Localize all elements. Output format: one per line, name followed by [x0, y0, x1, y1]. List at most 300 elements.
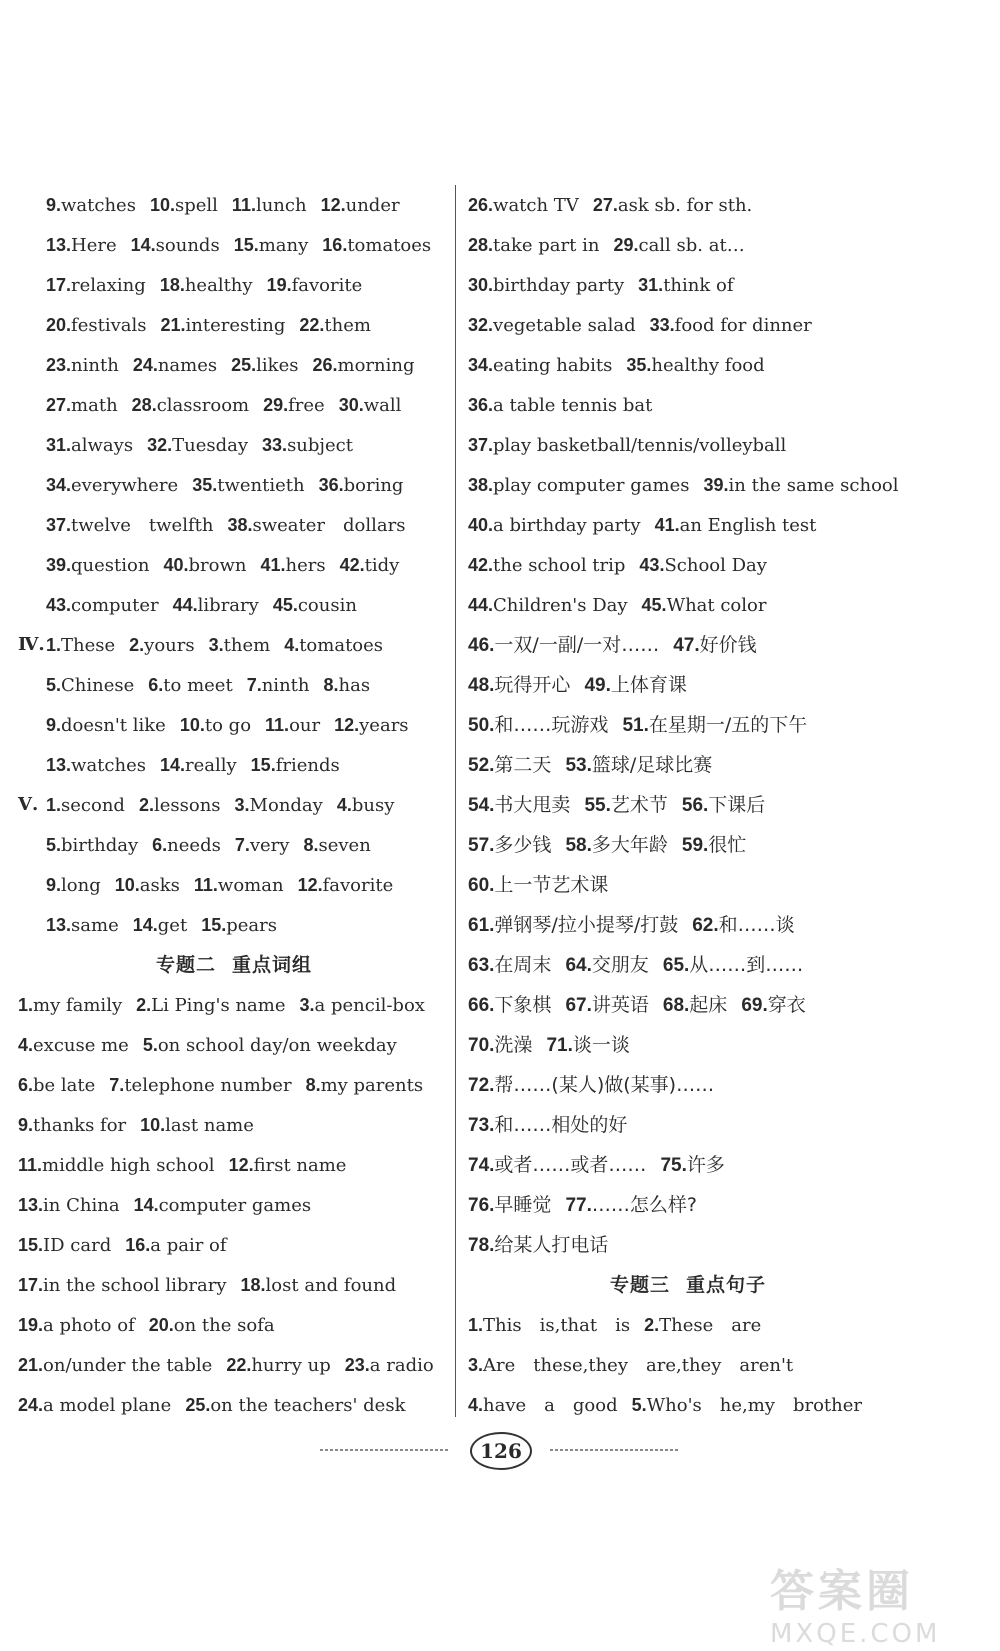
answer-text: an English test — [679, 514, 817, 536]
answer-line — [18, 745, 450, 785]
answer-number: 21. — [160, 314, 186, 335]
answer-text: my parents — [320, 1074, 424, 1096]
answer-number: 9. — [46, 714, 62, 735]
answer-line — [18, 505, 450, 545]
answer-line — [468, 985, 908, 1025]
answer-text: 多大年龄 — [591, 833, 668, 856]
answer-text: 弹钢琴/拉小提琴/打鼓 — [494, 913, 679, 936]
answer-text: a radio — [369, 1354, 434, 1376]
answer-item — [468, 905, 678, 946]
answer-number: 19. — [18, 1314, 44, 1335]
answer-item — [468, 465, 689, 506]
answer-item — [46, 625, 115, 666]
answer-item — [136, 985, 285, 1026]
answer-text: ID card — [43, 1234, 112, 1256]
answer-item — [284, 625, 383, 666]
answer-number: 11. — [18, 1154, 43, 1175]
answer-number: 10. — [114, 874, 140, 895]
answer-number: 26. — [468, 194, 494, 215]
answer-number: 22. — [299, 314, 325, 335]
answer-text: free — [288, 394, 325, 416]
answer-text: Tuesday — [172, 434, 249, 456]
answer-line — [18, 425, 450, 465]
answer-item — [298, 865, 394, 906]
answer-line — [18, 1225, 450, 1265]
answer-number: 21. — [18, 1354, 44, 1375]
answer-number: 42. — [468, 554, 494, 575]
answer-number: 77. — [565, 1194, 592, 1216]
answer-text: call sb. at… — [638, 234, 745, 256]
answer-item — [18, 1025, 129, 1066]
answer-item — [46, 865, 101, 906]
answer-item — [18, 1065, 95, 1106]
answer-number: 68. — [662, 994, 690, 1016]
answer-text: 和……相处的好 — [494, 1113, 628, 1136]
answer-text: a photo of — [43, 1314, 135, 1336]
answer-item — [632, 1385, 862, 1426]
answer-text: spell — [174, 194, 218, 216]
answer-text: festivals — [71, 314, 147, 336]
answer-text: watches — [61, 194, 136, 216]
answer-text: tomatoes — [347, 234, 432, 256]
answer-item — [468, 705, 608, 746]
answer-item — [468, 1105, 627, 1146]
answer-line — [18, 465, 450, 505]
answer-text: Who's he,my brother — [646, 1394, 863, 1416]
answer-text: has — [338, 674, 371, 696]
answer-item — [468, 1185, 551, 1226]
answer-item — [18, 1105, 126, 1146]
right-column — [468, 185, 908, 1425]
answer-number: 3. — [299, 994, 315, 1015]
answer-item — [468, 1025, 532, 1066]
answer-line — [468, 1145, 908, 1185]
answer-text: telephone number — [124, 1074, 292, 1096]
answer-number: 7. — [246, 674, 262, 695]
answer-item — [741, 985, 805, 1026]
answer-line — [468, 1345, 908, 1385]
answer-item — [703, 465, 898, 506]
answer-item — [231, 345, 298, 386]
answer-item — [468, 425, 786, 466]
answer-number: 32. — [147, 434, 173, 455]
answer-item — [152, 825, 221, 866]
answer-line — [468, 305, 908, 345]
answer-text: 玩得开心 — [494, 673, 571, 696]
answer-item — [468, 305, 636, 346]
answer-item — [644, 1305, 761, 1346]
answer-text: thanks for — [33, 1114, 127, 1136]
answer-number: 54. — [468, 794, 495, 816]
answer-item — [129, 625, 194, 666]
answer-item — [235, 825, 290, 866]
answer-number: 15. — [233, 234, 259, 255]
answer-text: a birthday party — [493, 514, 641, 536]
answer-number: 39. — [46, 554, 72, 575]
answer-number: 22. — [226, 1354, 252, 1375]
answer-item — [46, 305, 146, 346]
watermark — [770, 1555, 970, 1649]
answer-item — [18, 1225, 111, 1266]
section-heading-number: 专题二 — [155, 954, 216, 976]
answer-item — [18, 1385, 171, 1426]
page-footer — [320, 1432, 680, 1468]
answer-text: my family — [33, 994, 123, 1016]
answer-item — [227, 505, 405, 546]
answer-text: cousin — [297, 594, 357, 616]
answer-number: 20. — [148, 1314, 174, 1335]
watermark-url: MXQE.COM — [770, 1619, 941, 1649]
answer-item — [626, 345, 764, 386]
answer-text: 篮球/足球比赛 — [591, 753, 713, 776]
answer-item — [593, 185, 752, 226]
answer-item — [46, 385, 118, 426]
answer-text: friends — [275, 754, 340, 776]
answer-item — [682, 785, 765, 826]
answer-number: 71. — [546, 1034, 573, 1056]
answer-text: 多少钱 — [494, 833, 552, 856]
answer-number: 4. — [18, 1034, 34, 1055]
answer-line — [18, 225, 450, 265]
answer-item — [46, 225, 117, 266]
answer-number: 58. — [565, 834, 592, 856]
answer-item — [46, 665, 134, 706]
answer-text: our — [289, 714, 321, 736]
answer-text: ……怎么样? — [591, 1193, 697, 1216]
answer-text: eating habits — [493, 354, 613, 376]
answer-item — [638, 265, 733, 306]
answer-text: years — [359, 714, 409, 736]
answer-text: a pencil-box — [314, 994, 425, 1016]
answer-text: 艺术节 — [610, 793, 668, 816]
answer-text: second — [61, 794, 125, 816]
answer-text: in the school library — [43, 1274, 227, 1296]
answer-number: 4. — [284, 634, 300, 655]
answer-text: needs — [167, 834, 221, 856]
answer-number: 18. — [159, 274, 185, 295]
answer-number: 76. — [468, 1194, 495, 1216]
answer-text: classroom — [156, 394, 250, 416]
answer-item — [660, 1145, 724, 1186]
answer-line — [468, 1385, 908, 1425]
answer-item — [192, 465, 304, 506]
answer-text: seven — [318, 834, 371, 856]
answer-item — [650, 305, 812, 346]
answer-number: 14. — [132, 914, 158, 935]
answer-item — [132, 385, 249, 426]
answer-number: 60. — [468, 874, 495, 896]
answer-number: 44. — [468, 594, 494, 615]
answer-number: 17. — [18, 1274, 44, 1295]
answer-item — [692, 905, 794, 946]
answer-number: 34. — [468, 354, 494, 375]
answer-item — [150, 185, 218, 226]
answer-line — [18, 905, 450, 945]
answer-text: 上体育课 — [610, 673, 687, 696]
answer-number: 26. — [312, 354, 338, 375]
answer-number: 27. — [46, 394, 72, 415]
answer-item — [468, 1385, 618, 1426]
answer-text: 洗澡 — [494, 1033, 533, 1056]
answer-text: ninth — [261, 674, 310, 696]
answer-number: 31. — [46, 434, 72, 455]
answer-text: middle high school — [42, 1154, 215, 1176]
answer-number: 37. — [46, 514, 72, 535]
answer-text: 好价钱 — [699, 633, 757, 656]
answer-number: 12. — [320, 194, 346, 215]
answer-item — [46, 825, 138, 866]
answer-item — [303, 825, 370, 866]
answer-item — [468, 1305, 630, 1346]
answer-number: 44. — [172, 594, 198, 615]
answer-number: 23. — [344, 1354, 370, 1375]
answer-text: subject — [287, 434, 353, 456]
answer-item — [468, 865, 608, 906]
answer-text: These are — [659, 1314, 762, 1336]
answer-number: 15. — [201, 914, 227, 935]
answer-text: last name — [165, 1114, 254, 1136]
answer-number: 36. — [318, 474, 344, 495]
answer-text: School Day — [664, 554, 767, 576]
answer-item — [639, 545, 767, 586]
answer-line — [18, 185, 450, 225]
answer-item — [321, 185, 400, 226]
answer-number: 48. — [468, 674, 495, 696]
answer-text: library — [197, 594, 259, 616]
answer-item — [209, 625, 271, 666]
answer-item — [134, 1185, 312, 1226]
answer-number: 38. — [468, 474, 494, 495]
answer-text: sweater dollars — [252, 514, 406, 536]
answer-text: to go — [204, 714, 252, 736]
answer-item — [565, 745, 712, 786]
answer-text: tidy — [364, 554, 400, 576]
answer-line — [468, 225, 908, 265]
answer-item — [147, 425, 248, 466]
section-heading-title: 重点句子 — [686, 1274, 767, 1296]
answer-number: 6. — [152, 834, 168, 855]
answer-number: 16. — [125, 1234, 151, 1255]
answer-number: 24. — [18, 1394, 44, 1415]
answer-number: 41. — [260, 554, 286, 575]
answer-item — [133, 905, 187, 946]
answer-text: birthday — [61, 834, 139, 856]
answer-item — [160, 745, 237, 786]
answer-text: to meet — [163, 674, 233, 696]
answer-number: 11. — [231, 194, 256, 215]
answer-line — [18, 1105, 450, 1145]
answer-number: 4. — [336, 794, 352, 815]
answer-line — [468, 905, 908, 945]
answer-number: 66. — [468, 994, 495, 1016]
answer-number: 43. — [639, 554, 665, 575]
answer-text: 交朋友 — [591, 953, 649, 976]
answer-number: 18. — [240, 1274, 266, 1295]
answer-text: likes — [256, 354, 299, 376]
answer-item — [468, 505, 641, 546]
answer-text: interesting — [185, 314, 286, 336]
answer-item — [622, 705, 807, 746]
answer-item — [160, 265, 253, 306]
answer-number: 6. — [148, 674, 164, 695]
answer-line — [18, 585, 450, 625]
answer-text: play basketball/tennis/volleyball — [493, 434, 787, 456]
answer-text: 下课后 — [708, 793, 766, 816]
answer-number: 46. — [468, 634, 495, 656]
answer-number: 17. — [46, 274, 72, 295]
answer-item — [468, 545, 625, 586]
answer-text: hurry up — [251, 1354, 331, 1376]
answer-text: 在周末 — [494, 953, 552, 976]
answer-text: 穿衣 — [767, 993, 806, 1016]
answer-item — [46, 545, 149, 586]
answer-item — [46, 185, 136, 226]
answer-item — [232, 185, 307, 226]
watermark-logo: 答案圈 — [770, 1566, 914, 1617]
answer-line — [18, 345, 450, 385]
answer-item — [46, 785, 125, 826]
answer-item — [133, 345, 217, 386]
answer-line — [468, 1025, 908, 1065]
answer-number: 10. — [179, 714, 205, 735]
answer-number: 1. — [468, 1314, 484, 1335]
answer-number: 12. — [334, 714, 360, 735]
answer-item — [565, 945, 648, 986]
answer-number: 52. — [468, 754, 495, 776]
answer-number: 50. — [468, 714, 495, 736]
answer-item — [682, 825, 746, 866]
answer-item — [663, 985, 727, 1026]
answer-item — [663, 945, 803, 986]
answer-text: 上一节艺术课 — [494, 873, 609, 896]
answer-text: everywhere — [71, 474, 179, 496]
answer-item — [115, 865, 180, 906]
answer-number: 8. — [303, 834, 319, 855]
answer-text: birthday party — [493, 274, 625, 296]
answer-item — [109, 1065, 291, 1106]
answer-item — [324, 665, 371, 706]
answer-line — [468, 625, 908, 665]
answer-number: 29. — [263, 394, 289, 415]
answer-number: 39. — [703, 474, 729, 495]
answer-text: play computer games — [493, 474, 690, 496]
answer-number: 2. — [138, 794, 154, 815]
answer-number: 29. — [613, 234, 639, 255]
answer-text: really — [185, 754, 237, 776]
answer-line — [468, 785, 908, 825]
answer-text: 很忙 — [708, 833, 747, 856]
answer-line — [468, 465, 908, 505]
answer-text: computer — [71, 594, 159, 616]
answer-number: 11. — [265, 714, 290, 735]
answer-item — [180, 705, 251, 746]
answer-line — [18, 705, 450, 745]
answer-item — [468, 1065, 714, 1106]
answer-text: relaxing — [71, 274, 146, 296]
section-heading — [468, 1265, 908, 1305]
answer-number: 49. — [584, 674, 611, 696]
answer-text: 一双/一副/一对…… — [494, 633, 660, 656]
answer-text: have a good — [483, 1394, 618, 1416]
answer-line — [18, 825, 450, 865]
answer-number: 9. — [46, 194, 62, 215]
answer-text: Li Ping's name — [151, 994, 286, 1016]
answer-text: get — [157, 914, 188, 936]
answer-number: 23. — [46, 354, 72, 375]
answer-text: them — [324, 314, 371, 336]
answer-text: in the same school — [728, 474, 899, 496]
answer-text: Are these,they are,they aren't — [483, 1354, 794, 1376]
roman-numeral: Ⅴ. — [18, 794, 39, 815]
answer-text: Children's Day — [493, 594, 628, 616]
answer-number: 3. — [234, 794, 250, 815]
answer-number: 47. — [673, 634, 700, 656]
answer-text: on the teachers' desk — [210, 1394, 406, 1416]
answer-number: 61. — [468, 914, 495, 936]
answer-line — [18, 545, 450, 585]
answer-number: 65. — [662, 954, 690, 976]
answer-number: 13. — [46, 234, 72, 255]
answer-number: 13. — [46, 754, 72, 775]
answer-item — [18, 1345, 212, 1386]
answer-text: question — [71, 554, 150, 576]
answer-number: 33. — [649, 314, 675, 335]
answer-item — [468, 945, 551, 986]
answer-text: ask sb. for sth. — [617, 194, 753, 216]
answer-item — [140, 1105, 254, 1146]
answer-item — [345, 1345, 434, 1386]
answer-line — [468, 385, 908, 425]
answer-text: tomatoes — [299, 634, 384, 656]
answer-item — [468, 345, 612, 386]
answer-item — [46, 425, 133, 466]
answer-text: think of — [663, 274, 734, 296]
answer-text: lessons — [153, 794, 221, 816]
answer-line — [18, 1185, 450, 1225]
answer-text: take part in — [493, 234, 600, 256]
answer-text: on school day/on weekday — [157, 1034, 397, 1056]
answer-number: 24. — [132, 354, 158, 375]
answer-line — [18, 1145, 450, 1185]
answer-text: 和……玩游戏 — [494, 713, 609, 736]
section-heading-title: 重点词组 — [232, 954, 313, 976]
answer-number: 30. — [468, 274, 494, 295]
answer-item — [339, 385, 402, 426]
answer-text: wall — [363, 394, 402, 416]
answer-item — [148, 665, 232, 706]
answer-item — [46, 905, 119, 946]
answer-number: 32. — [468, 314, 494, 335]
answer-number: 35. — [626, 354, 652, 375]
answer-text: the school trip — [493, 554, 626, 576]
answer-text: a model plane — [43, 1394, 172, 1416]
answer-text: 谈一谈 — [572, 1033, 630, 1056]
answer-number: 42. — [339, 554, 365, 575]
answer-number: 56. — [681, 794, 709, 816]
answer-line — [18, 385, 450, 425]
answer-item — [468, 785, 570, 826]
answer-item — [319, 465, 404, 506]
answer-number: 25. — [185, 1394, 211, 1415]
answer-line — [468, 865, 908, 905]
answer-line — [468, 545, 908, 585]
page-number: 126 — [470, 1432, 532, 1470]
answer-item — [125, 1225, 226, 1266]
answer-number: 5. — [142, 1034, 158, 1055]
answer-item — [468, 225, 599, 266]
answer-line — [468, 825, 908, 865]
answer-number: 40. — [468, 514, 494, 535]
